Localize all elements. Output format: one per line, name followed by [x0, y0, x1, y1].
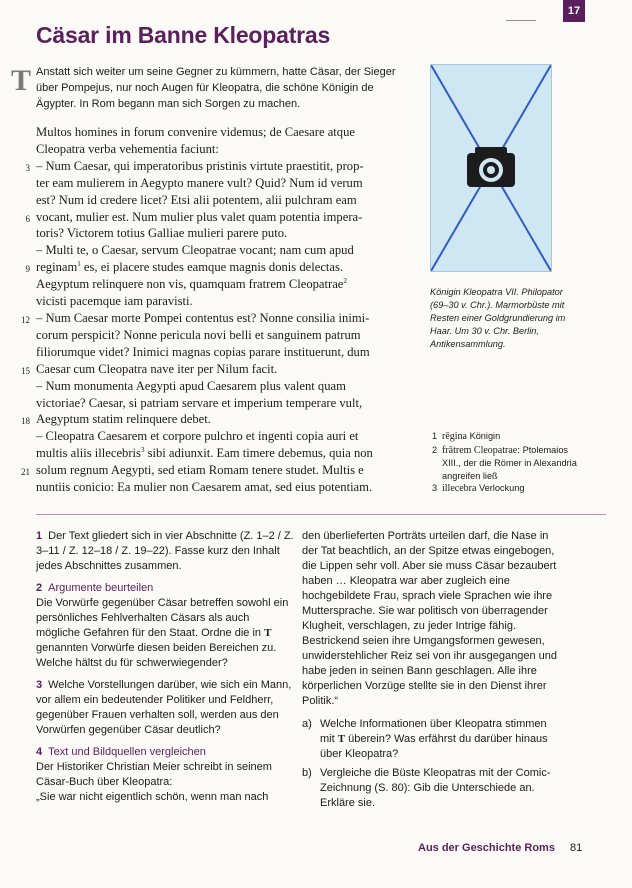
latin-line-text: nuntiis conicio: Ea mulier non Caesarem amat, sed eius potentiam.	[36, 480, 373, 495]
task-2	[36, 581, 294, 671]
latin-line-text: – Num Caesar, qui imperatoribus pristinis virtute praestitit, prop-	[36, 158, 364, 173]
task-number: 4	[36, 746, 43, 758]
line-number: 15	[21, 365, 30, 376]
glossary-item	[432, 482, 582, 496]
latin-line-text: multis aliis illecebris	[36, 446, 141, 461]
latin-line	[25, 259, 426, 276]
section-divider	[36, 514, 606, 515]
quote-continuation: den überlieferten Porträts urteilen darf, die Nase in der Tat beachtlich, an der Spitze etwas eingebogen, die Lippen sehr voll. Aber sie muss Cäsar bezaubert haben … Kleopatra war aber zugleich eine hochgebildete Frau, sprach viele Sprachen wie ihre Muttersprache. Sie war politisch von überragender Klugheit, verschlagen, zu jeder Intrige fähig. Bestrickend seien ihre Umgangsformen gewesen, unwiderstehlicher Reiz sei von ihr ausgegangen und habe jeden in seinen Bann geschlagen. Alle ihre körperlichen Vorzüge stellte sie in den Dienst ihrer Politik.“	[302, 530, 557, 707]
line-number: 3	[25, 162, 30, 173]
image-placeholder-graphic	[431, 65, 551, 271]
latin-line-text: solum regnum Aegypti, sed etiam Romam tenere studet. Multis e	[36, 463, 364, 478]
latin-line-text: – Multi te, o Caesar, servum Cleopatrae vocant; nam cum apud	[36, 243, 354, 258]
line-number: 21	[21, 467, 30, 478]
subtask-text: Welche Informationen über Kleopatra stimmen mit	[320, 718, 547, 745]
camera-icon	[467, 147, 515, 187]
intro-paragraph: Anstatt sich weiter um seine Gegner zu kümmern, hatte Cäsar, der Sieger über Pompejus, nur noch Augen für Kleopatra, die schöne Königin de Ägypter. In Rom begann man sich Sorgen zu machen.	[36, 66, 396, 110]
footer-section-title: Aus der Geschichte Roms	[418, 842, 555, 854]
image-caption: Königin Kleopatra VII. Philopator (69–30 v. Chr.). Marmorbüste mit Resten einer Goldgrundierung im Haar. Um 30 v. Chr. Berlin, Antikensammlung.	[430, 287, 566, 349]
task-1	[36, 529, 294, 574]
latin-line-text: Aegyptum statim relinquere debet.	[36, 412, 211, 427]
latin-line	[36, 242, 426, 259]
latin-line	[36, 192, 426, 209]
latin-line	[36, 141, 426, 158]
latin-line	[36, 327, 426, 344]
chapter-badge: 17	[563, 0, 585, 22]
latin-line-text: Aegyptum relinquere non vis, quamquam fratrem Cleopatrae	[36, 277, 344, 292]
subtask-text: Vergleiche die Büste Kleopatras mit der Comic-Zeichnung (S. 80): Gib die Unterschiede an. Erkläre sie.	[320, 767, 551, 809]
latin-line	[36, 293, 426, 310]
subtask	[302, 717, 564, 762]
task-text: Der Historiker Christian Meier schreibt in seinem Cäsar-Buch über Kleopatra:	[36, 761, 272, 788]
task-heading: Argumente beurteilen	[48, 582, 154, 594]
latin-line-text: Multos homines in forum convenire videmus; de Caesare atque	[36, 125, 355, 139]
latin-line	[36, 445, 426, 462]
task-number: 1	[36, 530, 43, 542]
footnote-marker: 2	[343, 276, 347, 285]
latin-line	[25, 158, 426, 175]
glossary-translation: Ptolemaios XIII., der die Römer in Alexandria angreifen ließ	[442, 444, 577, 481]
latin-line	[21, 462, 426, 479]
glossary-term: frātrem Cleopatrae:	[442, 444, 521, 456]
latin-line	[36, 428, 426, 445]
latin-line	[21, 411, 426, 428]
latin-line	[21, 310, 426, 327]
glossary-entry	[442, 444, 582, 483]
subtask	[302, 766, 564, 811]
latin-line-text: victoriae? Caesar, si patriam servare et imperium temperare vult,	[36, 395, 363, 410]
subtask-letter: a)	[302, 718, 312, 730]
latin-text	[21, 124, 426, 496]
subtask-text: überein? Was erfährst du darüber hinaus über Kleopatra?	[320, 733, 548, 760]
latin-line	[36, 378, 426, 395]
glossary-translation: Königin	[469, 431, 501, 441]
latin-line-text: filiorumque videt? Inimici magnas copias parare instituerunt, dum	[36, 344, 370, 359]
footnote-marker: 3	[140, 446, 145, 455]
glossary-entry	[442, 430, 500, 444]
top-rule	[506, 20, 536, 21]
page-number: 81	[570, 842, 583, 854]
glossary-term: rēgina	[442, 431, 467, 442]
latin-line	[36, 225, 426, 242]
task-number: 2	[36, 582, 43, 594]
latin-line-text: Cleopatra verba vehementia faciunt:	[36, 141, 219, 156]
latin-line-text: ter eam mulierem in Aegypto manere vult? Quid? Num id verum	[36, 175, 363, 190]
glossary	[432, 430, 582, 496]
task-text: Welche Vorstellungen darüber, wie sich ein Mann, vor allem ein bedeutender Politiker und Feldherr, gegenüber Frauen verhalten soll, werden aus den Vorwürfen gegenüber Cäsar deutlich?	[36, 679, 292, 736]
line-number: 9	[25, 264, 30, 275]
latin-line	[36, 175, 426, 192]
task-text: Der Text gliedert sich in vier Abschnitte (Z. 1–2 / Z. 3–11 / Z. 12–18 / Z. 19–22). Fasse kurz den Inhalt jedes Abschnittes zusammen.	[36, 530, 294, 572]
subtask-body	[320, 766, 564, 811]
latin-line-text: es, ei placere studes eamque magnis donis delectas.	[80, 260, 344, 275]
subtask-list	[302, 717, 564, 811]
latin-line-text: Caesar cum Cleopatra nave iter per Nilum facit.	[36, 361, 278, 376]
latin-line-text: – Num Caesar morte Pompei contentus est? Nonne consilia inimi-	[36, 310, 370, 325]
latin-line-text: – Cleopatra Caesarem et corpore pulchro et ingenti copia auri et	[36, 429, 359, 444]
text-marker-ref: T	[264, 627, 272, 639]
latin-line-text: vocant, mulier est. Num mulier plus valet quam potentia impera-	[36, 209, 363, 224]
subtask-body	[320, 717, 564, 762]
latin-line	[21, 361, 426, 378]
latin-line-text: corum perspicit? Nonne pericula novi belli et sanguinem patrum	[36, 327, 361, 342]
latin-line-text: toris? Victorem totius Galliae mulieri parere puto.	[36, 226, 288, 241]
text-marker: T	[11, 64, 32, 97]
glossary-term: illecebra	[442, 483, 477, 495]
image-placeholder	[430, 64, 552, 272]
latin-line-text: – Num monumenta Aegypti apud Caesarem plus valent quam	[36, 378, 346, 393]
text-marker-ref: T	[337, 733, 346, 745]
latin-line	[36, 395, 426, 412]
task-heading: Text und Bildquellen vergleichen	[48, 746, 206, 758]
task-4	[36, 745, 294, 805]
line-number: 18	[21, 416, 30, 427]
tasks-right-column	[302, 529, 564, 811]
glossary-translation: Verlockung	[478, 483, 525, 494]
task-3	[36, 678, 294, 738]
glossary-number: 2	[432, 444, 438, 455]
latin-line	[25, 209, 426, 226]
quote-start: „Sie war nicht eigentlich schön, wenn man nach	[36, 791, 269, 803]
task-text: Die Vorwürfe gegenüber Cäsar betreffen sowohl ein persönliches Fehlverhalten Cäsars als auch mögliche Gefahren für den Staat. Ordne die in	[36, 597, 289, 639]
glossary-item	[432, 430, 582, 444]
subtask-letter: b)	[302, 767, 312, 779]
line-number: 12	[21, 314, 30, 325]
line-number: 6	[25, 213, 30, 224]
footnote-marker: 1	[77, 260, 81, 269]
glossary-number: 1	[432, 431, 438, 441]
latin-line	[36, 276, 426, 293]
latin-line-text: reginam	[36, 260, 78, 275]
glossary-item	[432, 444, 582, 483]
latin-line-text: sibi adiunxit. Eam timere debemus, quia non	[144, 446, 373, 461]
glossary-number: 3	[432, 483, 438, 494]
latin-line	[36, 344, 426, 361]
glossary-entry	[442, 482, 524, 496]
latin-line-text: vicisti pacemque iam paravisti.	[36, 294, 193, 309]
latin-line	[36, 124, 426, 141]
latin-line	[36, 479, 426, 496]
page-title: Cäsar im Banne Kleopatras	[36, 22, 331, 48]
latin-line-text: est? Num id credere licet? Etsi alii potentem, alii pulchram eam	[36, 192, 357, 207]
task-text: genannten Vorwürfe diesen beiden Bereichen zu. Welche hältst du für schwerwiegender?	[36, 642, 277, 669]
tasks-left-column	[36, 529, 294, 812]
task-number: 3	[36, 679, 43, 691]
